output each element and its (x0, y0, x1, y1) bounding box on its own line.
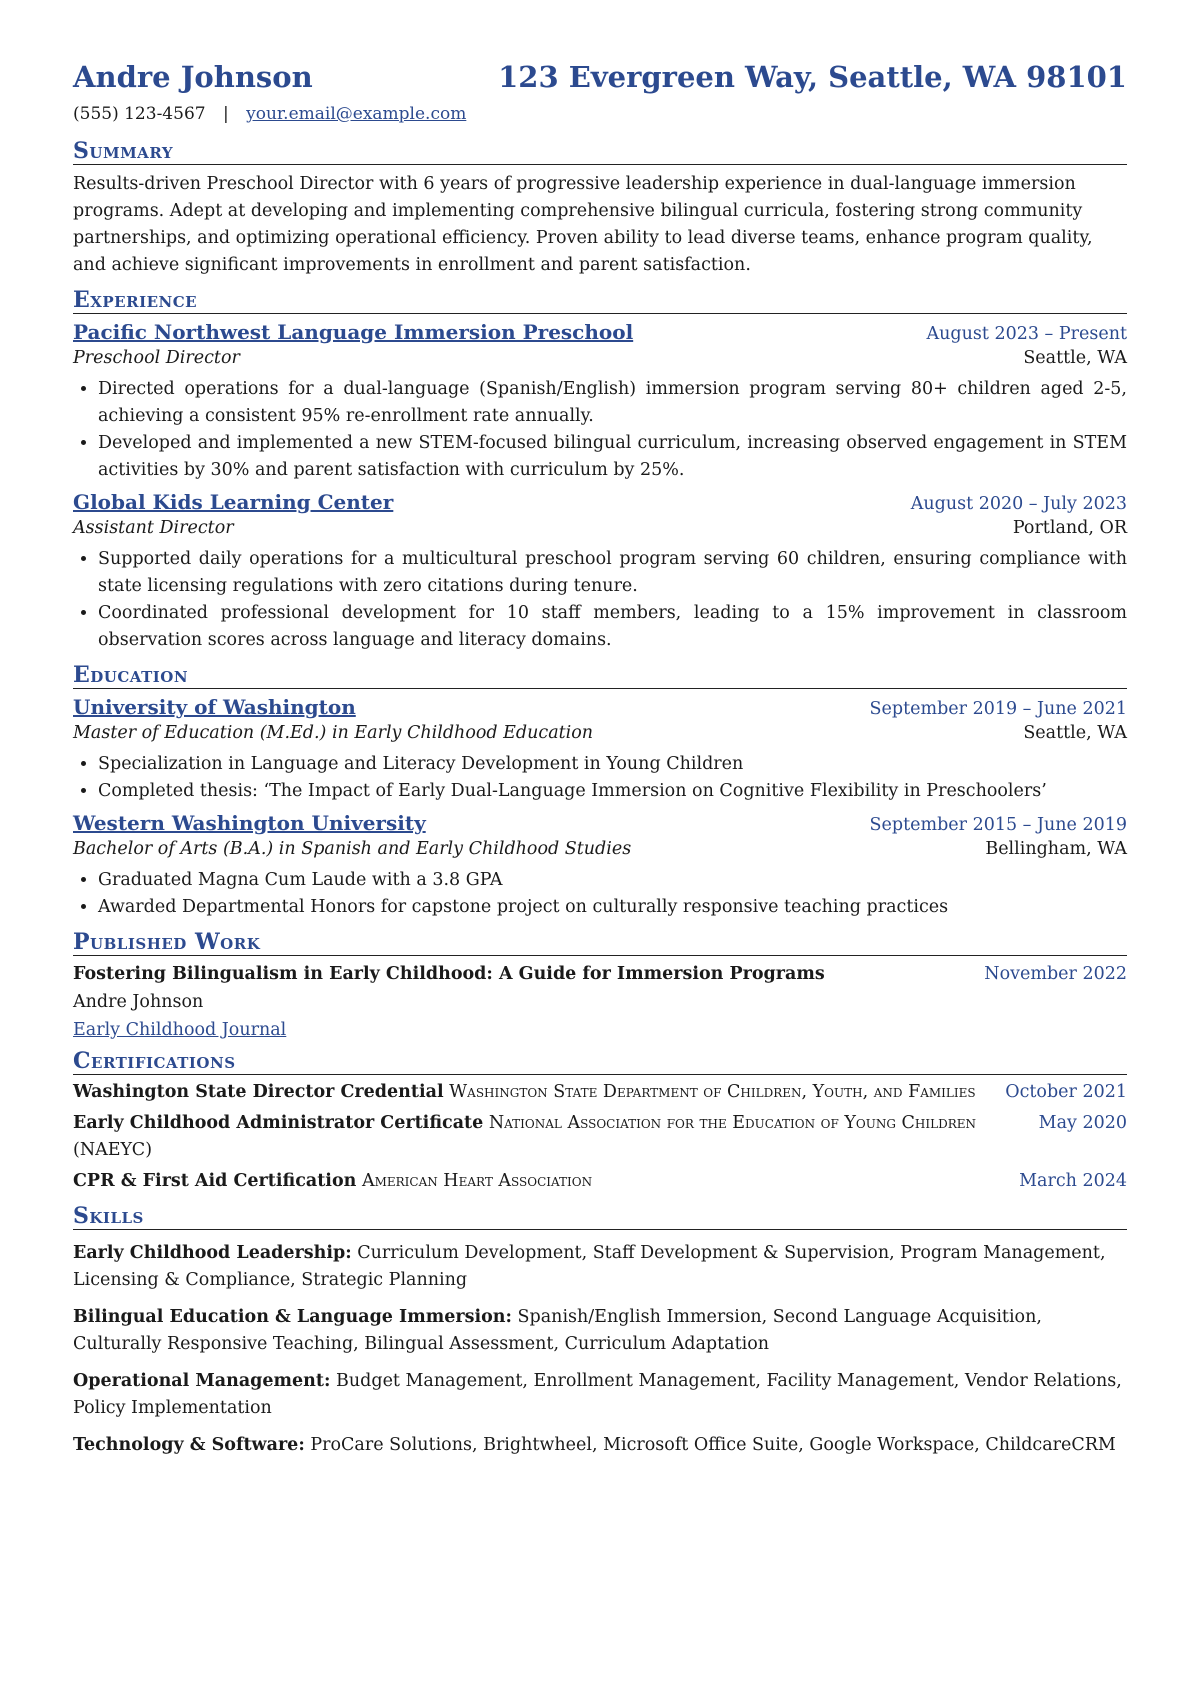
skill-category: Technology & Software: (73, 1435, 305, 1455)
certification-issuer: American Heart Association (361, 1171, 593, 1191)
experience-heading: Experience (73, 287, 1127, 314)
skill-list: Budget Management, Enrollment Management, Facility Management, Vendor Relations, Policy Implementation (73, 1371, 1122, 1418)
job-location: Portland, OR (1012, 518, 1127, 538)
publication-title: Fostering Bilingualism in Early Childhood: A Guide for Immersion Programs (73, 964, 825, 984)
publication-date: November 2022 (984, 964, 1127, 984)
employer-link[interactable]: Pacific Northwest Language Immersion Preschool (73, 320, 634, 344)
resume-page (73, 60, 1127, 1459)
certification-item (73, 1168, 1127, 1195)
skill-row (73, 1432, 1127, 1459)
certification-name: CPR & First Aid Certification (73, 1171, 357, 1191)
education-bullets (73, 867, 1127, 921)
contact-separator: | (222, 104, 229, 124)
bullet-item: • Awarded Departmental Honors for capstone project on culturally responsive teaching practices (98, 894, 1127, 921)
certification-date: March 2024 (1019, 1171, 1127, 1191)
education-dates: September 2019 – June 2021 (869, 699, 1127, 719)
summary-text: Results-driven Preschool Director with 6 years of progressive leadership experience in dual-language immersion programs. Adept at developing and implementing comprehensive bilingual curricula, fostering strong community partnerships, and optimizing operational efficiency. Proven ability to lead diverse teams, enhance program quality, and achieve significant improvements in enrollment and parent satisfaction. (73, 174, 1093, 275)
bullet-item: • Developed and implemented a new STEM-focused bilingual curriculum, increasing observed engagement in STEM activities by 30% and parent satisfaction with curriculum by 25%. (98, 430, 1127, 484)
bullet-item: • Specialization in Language and Literacy Development in Young Children (98, 751, 1127, 778)
skill-row (73, 1368, 1127, 1422)
skill-row (73, 1304, 1127, 1358)
published-heading: Published Work (73, 929, 1127, 956)
school-location: Bellingham, WA (985, 839, 1127, 859)
skill-list: ProCare Solutions, Brightwheel, Microsoft Office Suite, Google Workspace, ChildcareCRM (310, 1435, 1116, 1455)
certification-item (73, 1079, 1127, 1106)
degree: Master of Education (M.Ed.) in Early Childhood Education (73, 723, 594, 743)
skill-category: Early Childhood Leadership: (73, 1243, 352, 1263)
skill-category: Bilingual Education & Language Immersion: (73, 1307, 512, 1327)
publication-journal-link[interactable]: Early Childhood Journal (73, 1020, 287, 1040)
school-link[interactable]: Western Washington University (73, 811, 426, 835)
experience-bullets (73, 546, 1127, 654)
resume-header (73, 60, 1127, 94)
certification-issuer: Washington State Department of Children, Youth, and Families (449, 1082, 976, 1102)
skill-list: Curriculum Development, Staff Development & Supervision, Program Management, Licensing & Compliance, Strategic Planning (73, 1243, 1106, 1290)
degree: Bachelor of Arts (B.A.) in Spanish and Early Childhood Studies (73, 839, 632, 859)
summary-heading: Summary (73, 138, 1127, 165)
candidate-name: Andre Johnson (73, 60, 313, 94)
certification-name: Early Childhood Administrator Certificate (73, 1113, 484, 1133)
job-title: Preschool Director (73, 348, 240, 368)
skills-heading: Skills (73, 1203, 1127, 1230)
job-title: Assistant Director (73, 518, 234, 538)
email-link[interactable]: your.email@example.com (246, 104, 467, 124)
certification-issuer: National Association for the Education of Young Children (NAEYC) (73, 1113, 976, 1160)
bullet-item: • Directed operations for a dual-language (Spanish/English) immersion program serving 80+ children aged 2-5, achieving a consistent 95% re-enrollment rate annually. (98, 376, 1127, 430)
education-bullets (73, 751, 1127, 805)
phone-number: (555) 123-4567 (73, 104, 206, 124)
experience-entry (73, 320, 1127, 484)
publication-entry (73, 964, 1127, 984)
certification-item (73, 1110, 1127, 1164)
job-location: Seattle, WA (1023, 348, 1127, 368)
school-link[interactable]: University of Washington (73, 695, 356, 719)
certifications-heading: Certifications (73, 1048, 1127, 1075)
employment-dates: August 2023 – Present (926, 324, 1127, 344)
education-entry (73, 811, 1127, 921)
bullet-item: • Supported daily operations for a multicultural preschool program serving 60 children, ensuring compliance with state licensing regulations with zero citations during tenure. (98, 546, 1127, 600)
certification-name: Washington State Director Credential (73, 1082, 444, 1102)
candidate-address: 123 Evergreen Way, Seattle, WA 98101 (498, 60, 1127, 94)
skill-list: Spanish/English Immersion, Second Language Acquisition, Culturally Responsive Teaching, Bilingual Assessment, Curriculum Adaptation (73, 1307, 1042, 1354)
employment-dates: August 2020 – July 2023 (910, 494, 1127, 514)
education-dates: September 2015 – June 2019 (869, 815, 1127, 835)
publication-author: Andre Johnson (73, 992, 204, 1012)
education-entry (73, 695, 1127, 805)
certification-date: May 2020 (1038, 1113, 1127, 1133)
school-location: Seattle, WA (1023, 723, 1127, 743)
education-heading: Education (73, 662, 1127, 689)
bullet-item: • Coordinated professional development for 10 staff members, leading to a 15% improvement in classroom observation scores across language and literacy domains. (98, 600, 1127, 654)
contact-line (73, 104, 1127, 124)
certification-date: October 2021 (1005, 1082, 1127, 1102)
experience-entry (73, 490, 1127, 654)
employer-link[interactable]: Global Kids Learning Center (73, 490, 394, 514)
skill-row (73, 1240, 1127, 1294)
experience-bullets (73, 376, 1127, 484)
bullet-item: • Graduated Magna Cum Laude with a 3.8 GPA (98, 867, 1127, 894)
skill-category: Operational Management: (73, 1371, 331, 1391)
bullet-item: • Completed thesis: ‘The Impact of Early Dual-Language Immersion on Cognitive Flexibility in Preschoolers’ (98, 778, 1127, 805)
